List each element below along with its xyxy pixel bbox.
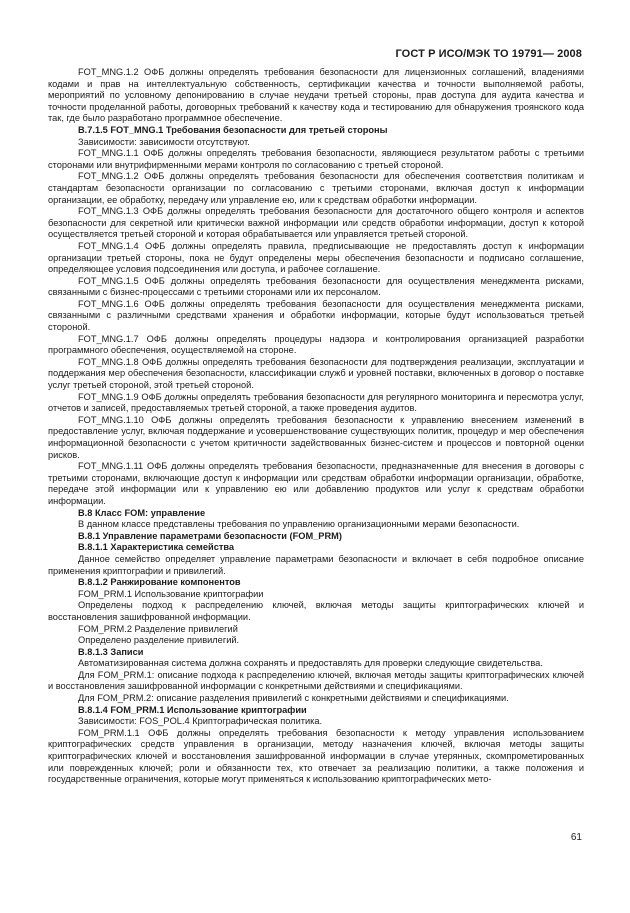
paragraph: FOT_MNG.1.5 ОФБ должны определять требования безопасности для осуществления менеджмента рисками, связанными с бизнес-процессами с третьими сторонами или их персоналом. (48, 275, 584, 298)
paragraph: FOT_MNG.1.2 ОФБ должны определять требования безопасности для лицензионных соглашений, владениями кодами и прав на интеллектуальную собственность, сертификации качества и точности выполняемой работы, мероприятий по условному депонированию в случае неудачи третьей стороны, прав доступа для аудита качества и точности проделанной работы, договорных требований к качеству кода и тестированию для обнаружения троянского кода так, где было разработано программное обеспечение. (48, 67, 584, 124)
paragraph: FOT_MNG.1.10 ОФБ должны определять требования безопасности к управлению внесением изменений в предоставление услуг, включая поддержание и усовершенствование существующих политик, процедур и мер обеспечения информационной безопасности с учетом критичности задействованных бизнес-систем и процессов и повторной оценки рисков. (48, 414, 584, 460)
paragraph: В данном классе представлены требования по управлению организационными мерами безопасности. (78, 519, 520, 530)
paragraph: Автоматизированная система должна сохранять и предоставлять для проверки следующие свидетельства. (78, 658, 543, 669)
section-heading: B.8.1.4 FOM_PRM.1 Использование криптографии (78, 704, 307, 715)
paragraph: Для FOM_PRM.2: описание разделения привилегий с конкретными действиями и спецификациями. (78, 693, 509, 704)
paragraph: FOT_MNG.1.8 ОФБ должны определять требования безопасности для подтверждения реализации, эксплуатации и поддержания мер обеспечения безопасности, классификации служб и уровней поставки, включенных в договор о поставке услуг третьей стороной, этой третьей стороной. (48, 356, 584, 391)
standard-header: ГОСТ Р ИСО/МЭК ТО 19791— 2008 (395, 48, 582, 60)
section-heading: B.7.1.5 FOT_MNG.1 Требования безопасности для третьей стороны (78, 124, 388, 135)
section-heading: B.8 Класс FOM: управление (78, 507, 206, 518)
paragraph: FOT_MNG.1.2 ОФБ должны определять требования безопасности для обеспечения соответствия политикам и стандартам безопасности организации по согласованию с третьими сторонами, включая доступ к информации организации, ее обработку, передачу или управление ею, или к средствам обработки информации. (48, 171, 584, 205)
paragraph: FOT_MNG.1.1 ОФБ должны определять требования безопасности, являющиеся результатом работы с третьими сторонами или внутрифирменными мерами контроля по согласованию с третьей стороной. (48, 148, 584, 170)
paragraph: FOT_MNG.1.11 ОФБ должны определять требования безопасности, предназначенные для внесения в договоры с третьими сторонами, включающие доступ к информации или средствам обработки информации организации, обработке, передаче этой информации или к управлению ею или добавлению продуктов или услуг к средствам обработки информации. (48, 461, 584, 506)
paragraph: Для FOM_PRM.1: описание подхода к распределению ключей, включая методы защиты криптографических ключей и восстановления зашифрованной информации с конкретными действиями и спецификациями. (48, 669, 584, 692)
paragraph: Данное семейство определяет управление параметрами безопасности и включает в себя подробное описание применения криптографии и привилегий. (48, 553, 584, 576)
section-heading: B.8.1 Управление параметрами безопасности (FOM_PRM) (78, 530, 342, 541)
body-text (48, 67, 584, 786)
paragraph: Определено разделение привилегий. (78, 635, 240, 646)
paragraph: FOM_PRM.1 Использование криптографии (78, 588, 264, 599)
paragraph: Определены подход к распределению ключей, включая методы защиты криптографических ключей и восстановления зашифрованной информации. (48, 600, 584, 622)
paragraph: FOT_MNG.1.4 ОФБ должны определять правила, предписывающие не предоставлять доступ к информации организации третьей стороны, пока не будут определены меры обеспечения безопасности и подписано соглашение, определяющее условия подсоединения или доступа, и рабочее соглашение. (48, 240, 584, 275)
paragraph: Зависимости: FOS_POL.4 Криптографическая политика. (78, 716, 323, 727)
page-number: 61 (570, 832, 582, 843)
paragraph: FOT_MNG.1.6 ОФБ должны определять требования безопасности для осуществления менеджмента рисками, связанными с различными средствами хранения и обработки информации, которые будут использоваться третьей стороной. (48, 298, 584, 333)
paragraph: FOT_MNG.1.3 ОФБ должны определять требования безопасности для достаточного общего контроля и аспектов безопасности для секретной или критически важной информации или средств обработки информации, доступ к которой осуществляется третьей стороной и которая обрабатывается или управляется третьей стороной. (48, 206, 584, 240)
paragraph: FOT_MNG.1.7 ОФБ должны определять процедуры надзора и контролирования организацией разработки программного обеспечения, осуществляемой на стороне. (48, 333, 584, 356)
paragraph: FOT_MNG.1.9 ОФБ должны определять требования безопасности для регулярного мониторинга и пересмотра услуг, отчетов и записей, предоставляемых третьей стороной, а также проведения аудитов. (48, 391, 584, 414)
section-heading: B.8.1.2 Ранжирование компонентов (78, 577, 241, 588)
paragraph: Зависимости: зависимости отсутствуют. (78, 136, 250, 147)
section-heading: B.8.1.3 Записи (78, 646, 144, 657)
section-heading: B.8.1.1 Характеристика семейства (78, 542, 235, 553)
paragraph: FOM_PRM.2 Разделение привилегий (78, 623, 238, 634)
paragraph: FOM_PRM.1.1 ОФБ должны определять требования безопасности к методу управления использованием криптографических средств управления в организации, методу назначения ключей, включая методы защиты криптографических ключей и восстановления зашифрованной информации в случае утерянных, скомпрометированных или поврежденных ключей; роли и обязанности тех, кто отвечает за реализацию политики, а также положения и государственные ограничения, которые могут применяться к использованию криптографических мето- (48, 727, 584, 785)
